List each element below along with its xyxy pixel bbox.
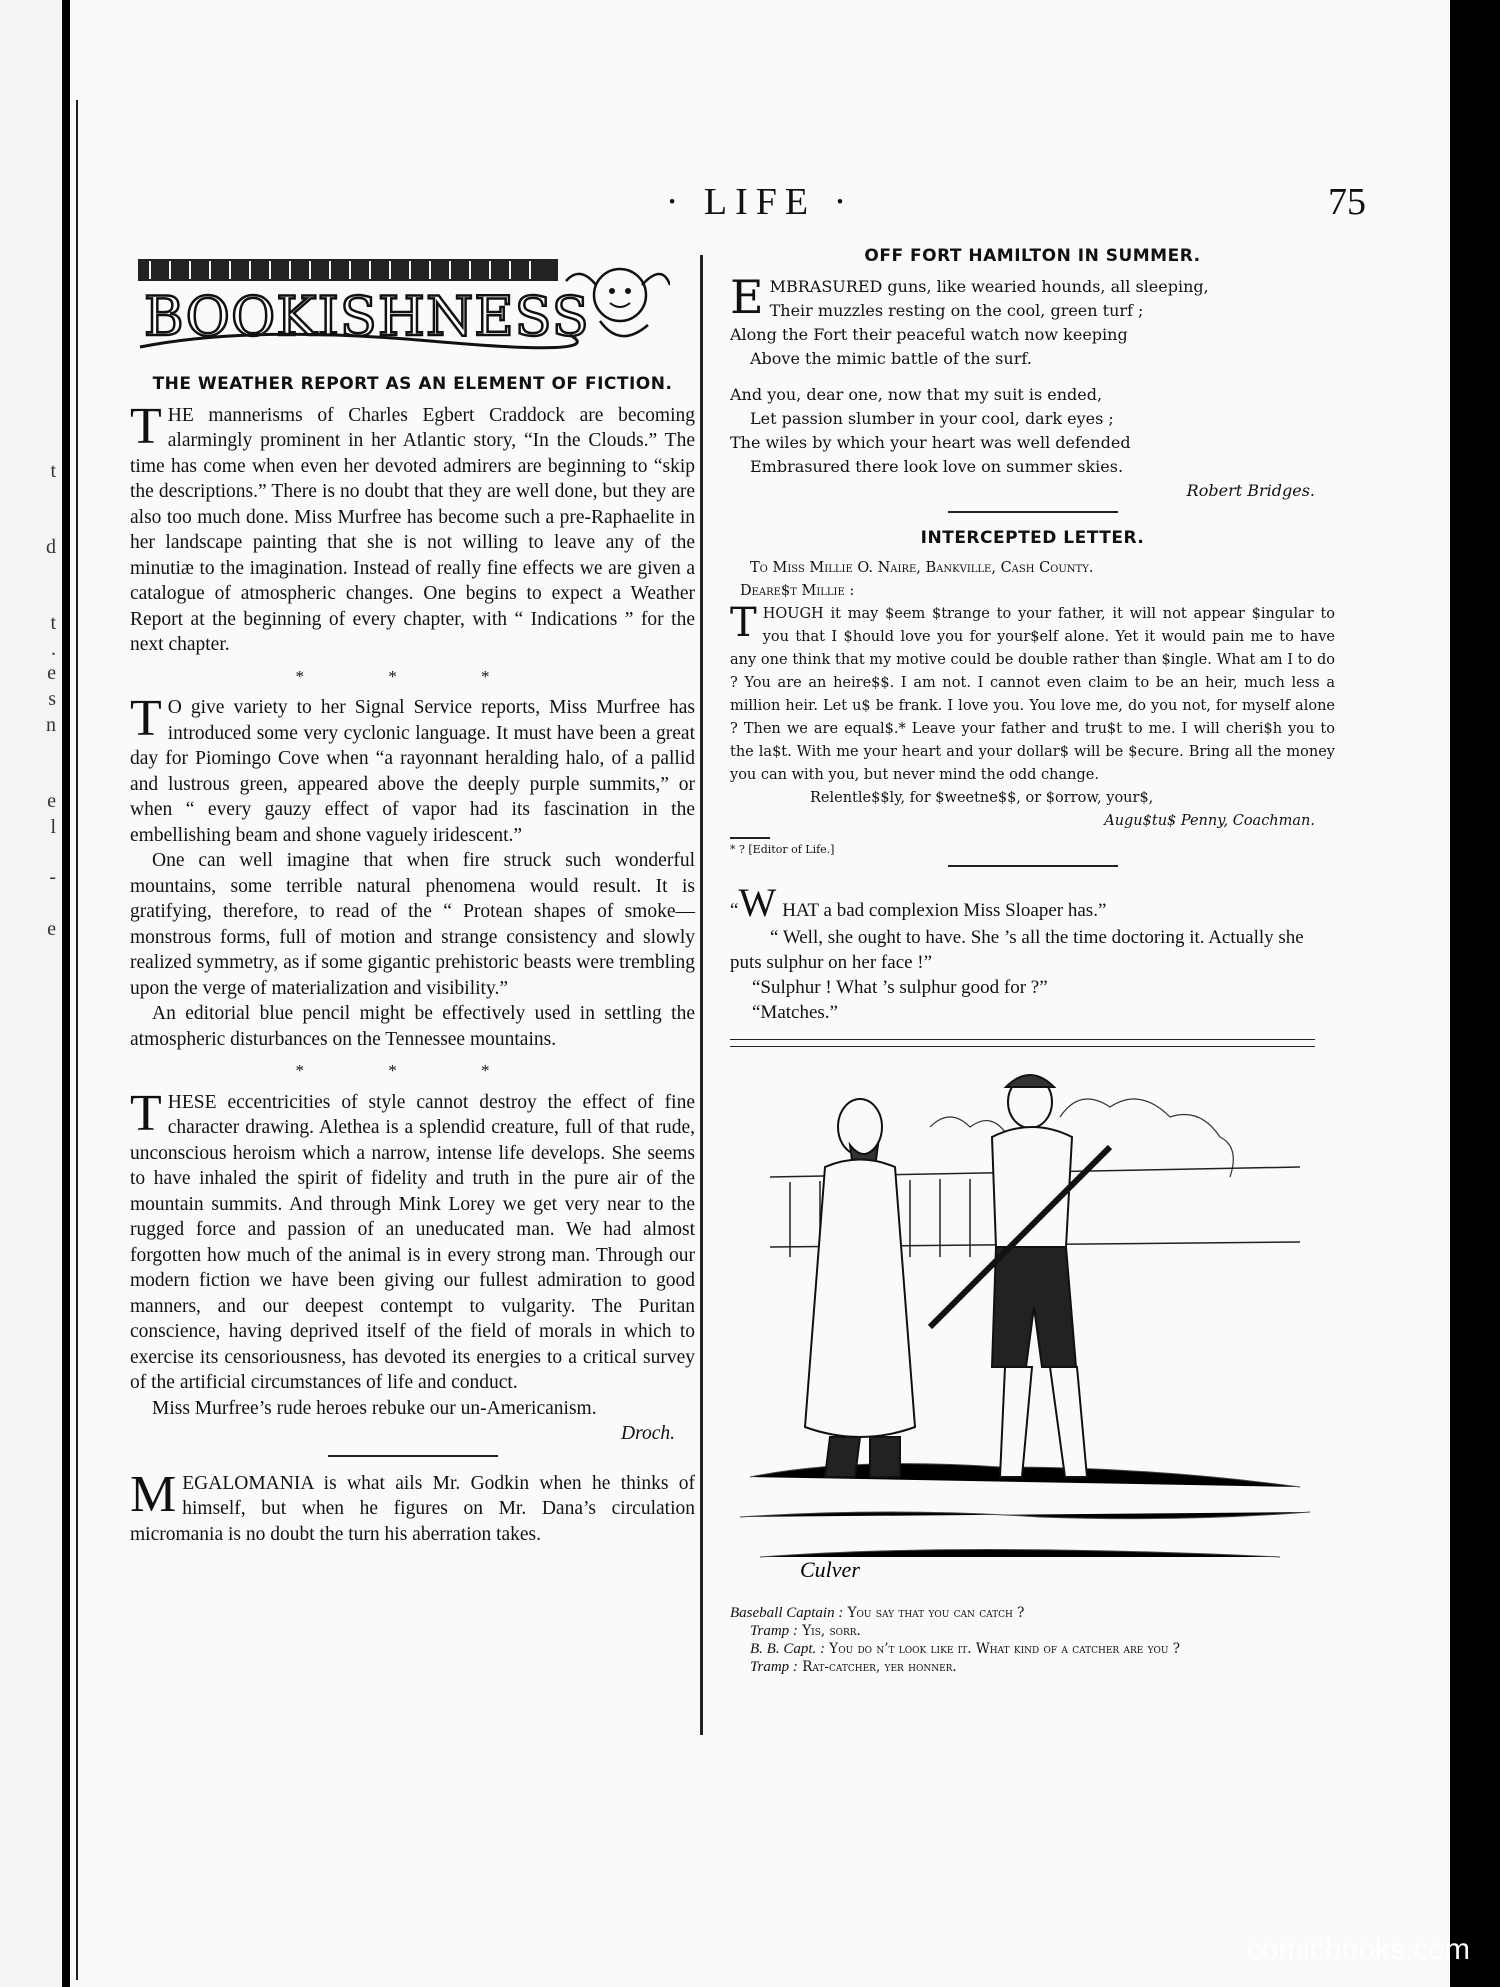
paragraph: MEGALOMANIA is what ails Mr. Godkin when he thinks of himself, but when he figures on Mr. Dana’s circulation micromania is no doubt the turn his aberration takes.	[130, 1465, 695, 1545]
author-signature: Droch.	[621, 1423, 675, 1444]
prev-page-fragment: s	[48, 688, 56, 710]
joke-line: “ Well, she ought to have. She ’s all the time doctoring it. Actually she puts sulphur on her face !”	[730, 926, 1304, 973]
cartoon-caption	[730, 1604, 1335, 1676]
divider	[948, 511, 1118, 513]
banner-title: BOOKISHNESS	[144, 285, 590, 348]
letter-signature: Augu$tu$ Penny, Coachman.	[1104, 813, 1315, 829]
caption-line: Baseball Captain : You say that you can catch ?	[730, 1604, 1025, 1621]
prev-page-fragment: -	[49, 866, 56, 888]
paragraph: THE mannerisms of Charles Egbert Craddock are becoming alarmingly prominent in her Atlantic story, “In the Clouds.” The time has come when even her devoted admirers are beginning to “skip the descriptions.” There is no doubt that they are well done, but they are also too much done. Miss Murfree has become such a pre-Raphaelite in her landscape painting that she is not willing to leave any of the minutiæ to the imagination. Instead of really fine effects we are given a catalogue of atmospheric changes. One begins to expect a Weather Report at the beginning of every chapter, with “ Indications ” for the next chapter.	[130, 397, 695, 655]
letter-address: To Miss Millie O. Naire, Bankville, Cash County.	[750, 560, 1094, 576]
drop-cap: T	[730, 600, 757, 646]
masthead: · LIFE ·	[665, 181, 855, 223]
drop-cap: T	[130, 397, 162, 455]
page-number: 75	[1328, 181, 1366, 223]
paragraph: T O give variety to her Signal Service reports, Miss Murfree has introduced some very cyclonic language. It must have been a great day for Piomingo Cove when “a rayonnant heralding halo, of a pallid and lustrous green, appeared above the deeply purple summits,” or when “ every gauzy effect of vapor had its fascination in the embellishing beam and shone vaguely iridescent.”	[130, 690, 695, 846]
prev-page-fragment: e	[47, 790, 56, 812]
poem-line: Let passion slumber in your cool, dark eyes ;	[750, 409, 1114, 428]
prev-page-fragment: n	[46, 714, 56, 736]
drop-cap: E	[730, 270, 764, 324]
poem	[730, 270, 1335, 503]
caption-line: Tramp : Yis, sorr.	[750, 1622, 861, 1639]
prev-page-fragment: l	[50, 816, 56, 838]
poem-line: And you, dear one, now that my suit is ended,	[730, 385, 1103, 404]
letter-body: THOUGH it may $eem $trange to your father, it will not appear $ingular to you that I $hould love you for your$elf alone. Yet it would pain me to have any one think that my motive could be double rather than $ingle. What am I to do ? You are an heire$$. I am not. I cannot even claim to be an heir, much less a million heir. Let u$ be frank. I love you. You love me, do you not, for myself alone ? Then we are equal$.* Leave your father and tru$t to me. I will cheri$h you to the la$t. With me your heart and your dollar$ will be $ecure. Bring all the money you can with you, but never mind the odd change.	[730, 600, 1335, 783]
drop-cap: W	[738, 879, 777, 925]
left-column	[130, 255, 695, 1547]
right-column	[730, 245, 1335, 1676]
paragraph: Miss Murfree’s rude heroes rebuke our un-Americanism.	[152, 1397, 597, 1419]
footnote: * ? [Editor of Life.]	[730, 842, 835, 856]
article-title: THE WEATHER REPORT AS AN ELEMENT OF FICTION.	[152, 373, 673, 394]
paragraph: An editorial blue pencil might be effectively used in settling the atmospheric disturbances on the Tennessee mountains.	[130, 1003, 695, 1050]
baseball-cartoon-illustration	[730, 1057, 1315, 1597]
letter-salutation: Deare$t Millie :	[740, 583, 855, 599]
divider	[948, 865, 1118, 867]
prev-page-fragment: e	[47, 662, 56, 684]
section-separator: * * *	[295, 1061, 530, 1080]
section-separator: * * *	[295, 666, 530, 686]
poem-author: Robert Bridges.	[1186, 481, 1315, 500]
bookishness-banner	[130, 255, 670, 353]
prev-page-fragment: d	[46, 536, 56, 558]
column-divider	[700, 255, 703, 1735]
joke-line: “W HAT a bad complexion Miss Sloaper has.”	[730, 879, 1107, 925]
joke-line: “Sulphur ! What ’s sulphur good for ?”	[752, 976, 1048, 998]
double-rule	[730, 1039, 1315, 1047]
poem-line: Embrasured there look love on summer skies.	[750, 457, 1124, 476]
drop-cap: M	[130, 1465, 177, 1523]
intercepted-letter	[730, 557, 1335, 857]
joke	[730, 881, 1335, 1025]
poem-line: Their muzzles resting on the cool, green turf ;	[769, 301, 1144, 320]
prev-page-fragment: t	[50, 460, 56, 482]
prev-page-fragment: .	[51, 638, 56, 660]
gutter-rule	[76, 100, 78, 1980]
drop-cap: T	[130, 1084, 162, 1142]
paragraph: THESE eccentricities of style cannot destroy the effect of fine character drawing. Alethea is a splendid creature, full of that rude, unconscious heroism which a narrow, intense life develops. She seems to have inhaled the spirit of fidelity and truth in the pure air of the mountain summits. And through Mink Lorey we get very near to the rugged force and passion of an uneducated man. We had almost forgotten how much of the animal is in every strong man. Through our modern fiction we have been giving our fullest admiration to good manners, and our deepest contempt to vulgarity. The Puritan conscience, having deprived itself of the field of morals in which to exercise its censoriousness, has devoted its energies to a critical survey of the artificial circumstances of life and conduct.	[130, 1084, 695, 1393]
divider	[328, 1455, 498, 1457]
magazine-page	[70, 0, 1450, 1987]
paragraph: One can well imagine that when fire struck such wonderful mountains, some terrible natural phenomena would result. It is gratifying, therefore, to read of the “ Protean shapes of smoke—monstrous forms, full of motion and strange consistency and slowly realized symmetry, as if some gigantic prehistoric beasts were trembling upon the verge of materialization and visibility.”	[130, 850, 695, 999]
prev-page-fragment: e	[47, 918, 56, 940]
poem-line: Along the Fort their peaceful watch now keeping	[730, 325, 1128, 344]
poem-line: The wiles by which your heart was well defended	[730, 433, 1131, 452]
poem-title: OFF FORT HAMILTON IN SUMMER.	[864, 246, 1201, 266]
letter-closing: Relentle$$ly, for $weetne$$, or $orrow, your$,	[810, 790, 1154, 806]
watermark: comicbooks.com	[1246, 1933, 1470, 1966]
poem-line: EMBRASURED guns, like wearied hounds, all sleeping,	[730, 270, 1209, 324]
caption-line: Tramp : Rat-catcher, yer honner.	[750, 1658, 957, 1675]
artist-signature: Culver	[800, 1556, 860, 1582]
joke-line: “Matches.”	[752, 1001, 838, 1023]
letter-title: INTERCEPTED LETTER.	[920, 528, 1145, 548]
caption-line: B. B. Capt. : You do n’t look like it. What kind of a catcher are you ?	[750, 1640, 1181, 1657]
poem-line: Above the mimic battle of the surf.	[750, 349, 1032, 368]
prev-page-fragment: t	[50, 612, 56, 634]
drop-cap: T	[130, 690, 162, 747]
previous-page-edge	[0, 0, 62, 1987]
